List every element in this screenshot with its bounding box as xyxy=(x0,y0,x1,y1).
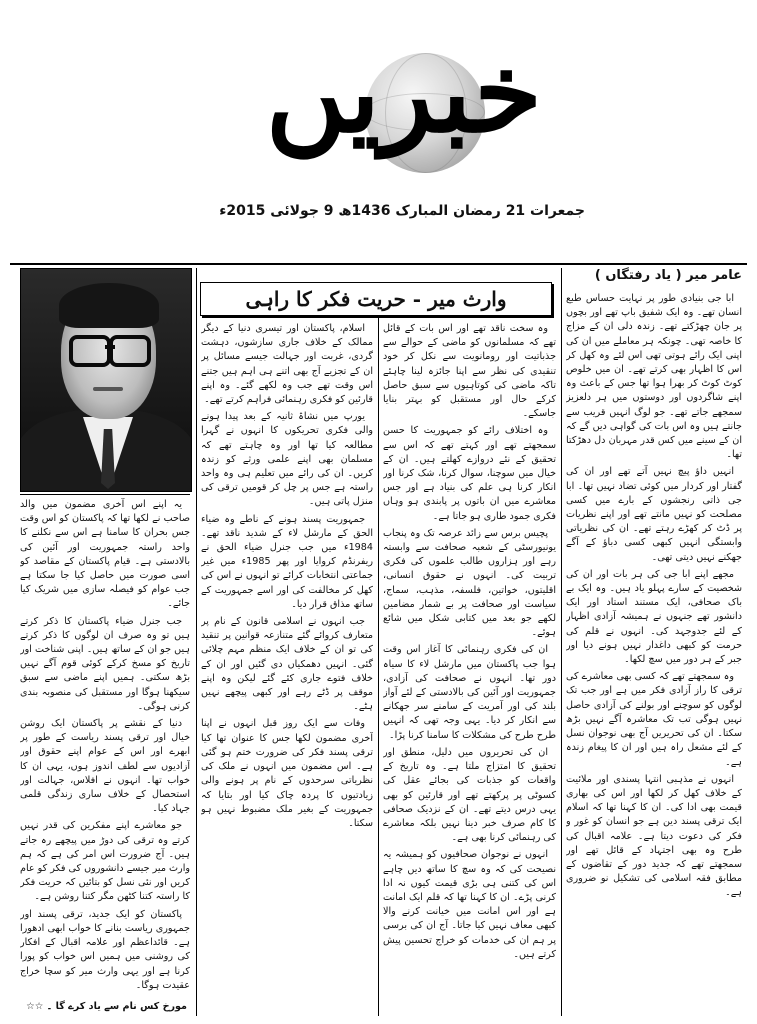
paragraph: جب جنرل ضیاء پاکستان کا ذکر کرتے ہیں تو وہ صرف ان لوگوں کا ذکر کرتے ہیں جو ان کے ساتھ ہیں۔ اپنی شناخت اور تاریخ کو مسخ کرکے کوئی قوم آگے نہیں بڑھ سکتی۔ ہمیں اپنے ماضی سے سبق سیکھنا ہوگا اور مستقبل کی منصوبہ بندی کرنی ہوگی۔ xyxy=(20,615,190,712)
paragraph: پاکستان کو ایک جدید، ترقی پسند اور جمہوری ریاست بنانے کا خواب ابھی ادھورا ہے۔ قائداعظم اور علامہ اقبال کے افکار کی روشنی میں ہمیں اس خواب کو پورا کرنا ہے اور یہی وارث میر کو سچا خراج عقیدت ہوگا۔ xyxy=(20,908,190,991)
paragraph: وہ اختلاف رائے کو جمہوریت کا حسن سمجھتے تھے اور کہتے تھے کہ اس سے تحقیق کے نئے دروازے کھلتے ہیں۔ ان کے خیال میں سوچنا، سوال کرنا، شک کرنا اور انکار کرنا ہی علم کی بنیاد ہے اور جس معاشرے میں ان باتوں پر پابندی ہو وہاں فکری جمود طاری ہو جاتا ہے۔ xyxy=(383,425,556,522)
article-footer: مورخ کس نام سے یاد کرے گا ۔ ☆☆ xyxy=(26,1001,187,1012)
paragraph: انہوں نے نوجوان صحافیوں کو ہمیشہ یہ نصیحت کی کہ وہ سچ کا ساتھ دیں چاہے اس کی کتنی ہی بڑی قیمت کیوں نہ ادا کرنی پڑے۔ ان کا کہنا تھا کہ قلم ایک امانت ہے اور اس امانت میں خیانت کرنے والا کبھی معاف نہیں کیا جاتا۔ آج ان کی برسی پر ہم ان کی خدمات کو خراج تحسین پیش کرتے ہیں۔ xyxy=(383,849,556,960)
edition-date: جمعرات 21 رمضان المبارک 1436ھ 9 جولائی 2015ء xyxy=(219,203,585,219)
photo-divider xyxy=(20,494,190,495)
column-divider xyxy=(196,268,197,1016)
paragraph: جب انہوں نے اسلامی قانون کے نام پر متعارف کروائے گئے متنازعہ قوانین پر تنقید کی تو ان کے خلاف ایک منظم مہم چلائی گئی۔ انہیں دھمکیاں دی گئیں اور ان کے خلاف فتوے جاری کئے گئے لیکن وہ اپنے موقف پر ڈٹے رہے اور کبھی پیچھے نہیں ہٹے۔ xyxy=(201,616,373,713)
paragraph: مجھے اپنے ابا جی کی ہر بات اور ان کی شخصیت کے سارے پہلو یاد ہیں۔ وہ ایک بے باک صحافی، ایک مستند استاد اور ایک دانشور تھے جنہوں نے ہمیشہ آزادی اظہار کے لئے جدوجہد کی۔ انہوں نے قلم کی حرمت کو کبھی داغدار نہیں ہونے دیا اور جبر کے ہر دور میں سچ لکھا۔ xyxy=(566,568,742,666)
paragraph: ان کی تحریروں میں دلیل، منطق اور تحقیق کا امتزاج ملتا ہے۔ وہ تاریخ کے واقعات کو جذبات کی بجائے عقل کی کسوٹی پر پرکھتے تھے اور قارئین کو بھی یہی درس دیتے تھے۔ ان کے نزدیک صحافی کا کام صرف خبر دینا نہیں بلکہ معاشرے کی رہنمائی کرنا بھی ہے۔ xyxy=(383,746,556,844)
byline-note: ( یاد رفتگاں ) xyxy=(594,268,682,283)
paragraph: انہیں داؤ پیچ نہیں آتے تھے اور ان کی گفتار اور کردار میں کوئی تضاد نہیں تھا۔ ابا جی ذاتی رنجشوں کے بارے میں کسی مصلحت کو نہیں مانتے تھے اور اپنے نظریات پر ڈٹ کر کھڑے رہتے تھے۔ ان کی نظریاتی وابستگی انہیں کبھی کسی دباؤ کے آگے جھکنے نہیں دیتی تھی۔ xyxy=(566,466,742,563)
author-photo xyxy=(20,268,192,492)
paragraph: ابا جی بنیادی طور پر نہایت حساس طبع انسان تھے۔ وہ ایک شفیق باپ تھے اور بچوں پر جان چھڑکتے تھے۔ زندہ دلی ان کے مزاج کا خاصہ تھی۔ چونکہ ہر معاملے میں ان کی اپنی ایک رائے ہوتی تھی اس لئے وہ کھل کر اس کا اظہار بھی کرتے تھے۔ ان میں خلوص کوٹ کوٹ کر بھرا ہوا تھا جس کے باعث وہ اپنے شاگردوں اور دوستوں میں ہر دلعزیز سمجھے جاتے تھے۔ جو لوگ انہیں قریب سے جانتے ہیں وہ اس بات کی گواہی دیں گے کہ ان کے سینے میں کس قدر مہربان دل دھڑکتا تھا۔ xyxy=(566,293,742,461)
paragraph: وفات سے ایک روز قبل انہوں نے اپنا آخری مضمون لکھا جس کا عنوان تھا کیا ترقی پسند فکر کی ضرورت ختم ہو گئی ہے۔ اس مضمون میں انہوں نے ملک کی نظریاتی سرحدوں کے نام پر ہونے والی زیادتیوں کا پردہ چاک کیا اور بتایا کہ جمہوریت کے بغیر ملک مضبوط نہیں ہو سکتا۔ xyxy=(201,718,373,829)
paragraph: جو معاشرے اپنے مفکرین کی قدر نہیں کرتے وہ ترقی کی دوڑ میں پیچھے رہ جاتے ہیں۔ آج ضرورت اس امر کی ہے کہ ہم وارث میر جیسے دانشوروں کی فکر کو عام کریں اور نئی نسل کو بتائیں کہ حریت فکر کا راستہ کتنا کٹھن مگر کتنا روشن ہے۔ xyxy=(20,820,190,903)
paragraph: پچیس برس سے زائد عرصہ تک وہ پنجاب یونیورسٹی کے شعبہ صحافت سے وابستہ رہے اور ہزاروں طالب علموں کی فکری تربیت کی۔ انہوں نے حقوق انسانی، اقلیتوں، خواتین، فلسفہ، مذہب، سماج، سیاست اور صحافت پر بے شمار مضامین لکھے جو بعد میں کتابی شکل میں شائع ہوئے۔ xyxy=(383,527,556,639)
column-divider xyxy=(561,268,562,1016)
masthead xyxy=(250,18,550,178)
paragraph: ان کی فکری رہنمائی کا آغاز اس وقت ہوا جب پاکستان میں مارشل لاء کا سیاہ دور تھا۔ انہوں نے صحافت کی آزادی، جمہوریت اور آئین کی بالادستی کے لئے آواز بلند کی اور آمریت کے سامنے سر جھکانے سے انکار کر دیا۔ یہی وجہ تھی کہ انہیں طرح طرح کی مشکلات کا سامنا کرنا پڑا۔ xyxy=(383,644,556,741)
paragraph: یہ اپنے اس آخری مضمون میں والد صاحب نے لکھا تھا کہ پاکستان کو اس وقت جس بحران کا سامنا ہے اس سے نکلنے کا واحد راستہ جمہوریت اور آئین کی بالادستی ہے۔ قیام پاکستان کے مقاصد کو اسی صورت میں حاصل کیا جا سکتا ہے جب عوام کو فیصلہ سازی میں شریک کیا جائے۔ xyxy=(20,499,190,610)
article-headline: وارث میر - حریت فکر کا راہی xyxy=(200,282,552,316)
paragraph: وہ سمجھتے تھے کہ کسی بھی معاشرے کی ترقی کا راز آزادی فکر میں ہے اور جب تک لوگوں کو سوچنے اور بولنے کی آزادی حاصل نہیں ہوگی تب تک معاشرہ آگے نہیں بڑھ سکتا۔ ان کی تحریریں آج بھی نوجوان نسل کے لئے مشعل راہ ہیں اور ان کا پیغام زندہ ہے۔ xyxy=(566,671,742,768)
paragraph: وہ سخت ناقد تھے اور اس بات کے قائل تھے کہ مسلمانوں کو ماضی کے حوالے سے جذباتیت اور رومانویت سے نکل کر خود تنقیدی کی نظر سے اپنا جائزہ لینا چاہئے تاکہ ماضی کی کوتاہیوں سے سبق حاصل کرکے حال اور مستقبل کو بہتر بنایا جاسکے۔ xyxy=(383,323,556,420)
paragraph: دنیا کے نقشے پر پاکستان ایک روشن خیال اور ترقی پسند ریاست کے طور پر ابھرے اور اس کے عوام اپنے حقوق اور آزادیوں سے لطف اندوز ہوں، یہی ان کا خواب تھا۔ انہوں نے افلاس، جہالت اور استحصال کے خلاف ساری زندگی قلمی جہاد کیا۔ xyxy=(20,718,190,815)
article-column-1 xyxy=(566,292,742,1016)
paragraph: اسلام، پاکستان اور تیسری دنیا کے دیگر ممالک کے خلاف جاری سازشوں، دہشت گردی، غربت اور جہالت جیسے مسائل پر ان کے تجزیے آج بھی اتنے ہی اہم ہیں جتنے اس وقت تھے جب وہ لکھے گئے۔ وہ اپنے قارئین کو فکری رہنمائی فراہم کرتے تھے۔ xyxy=(201,323,373,406)
article-column-3 xyxy=(201,322,373,1016)
paragraph: یورپ میں نشاۃ ثانیہ کے بعد پیدا ہونے والی فکری تحریکوں کا انہوں نے گہرا مطالعہ کیا تھا اور وہ چاہتے تھے کہ مسلمان بھی اپنے علمی ورثے کو زندہ کریں۔ ان کی رائے میں تعلیم ہی وہ واحد راستہ ہے جس پر چل کر قومیں ترقی کی منزل پاتی ہیں۔ xyxy=(201,411,373,508)
paragraph: جمہوریت پسند ہونے کے ناطے وہ ضیاء الحق کے مارشل لاء کے شدید ناقد تھے۔ 1984ء میں جب جنرل ضیاء الحق نے ریفرنڈم کروایا اور پھر 1985ء میں غیر جماعتی انتخابات کرائے تو انہوں نے اس کی کھل کر مخالفت کی اور اسے جمہوریت کے ساتھ مذاق قرار دیا۔ xyxy=(201,513,373,610)
article-column-2 xyxy=(383,322,556,1016)
article-column-4 xyxy=(20,498,190,998)
masthead-logo: خبریں xyxy=(265,28,542,157)
column-divider xyxy=(378,318,379,1016)
byline xyxy=(567,268,742,288)
paragraph: انہوں نے مذہبی انتہا پسندی اور ملائیت کے خلاف کھل کر لکھا اور اس کی بھاری قیمت بھی ادا کی۔ ان کا کہنا تھا کہ اسلام ایک ترقی پسند دین ہے جو انسان کو غور و فکر کی دعوت دیتا ہے۔ علامہ اقبال کی طرح وہ بھی اجتہاد کے قائل تھے اور سمجھتے تھے کہ جدید دور کے تقاضوں کے مطابق فقہ اسلامی کی تشکیل نو ضروری ہے۔ xyxy=(566,773,742,899)
byline-author: عامر میر xyxy=(686,268,742,283)
